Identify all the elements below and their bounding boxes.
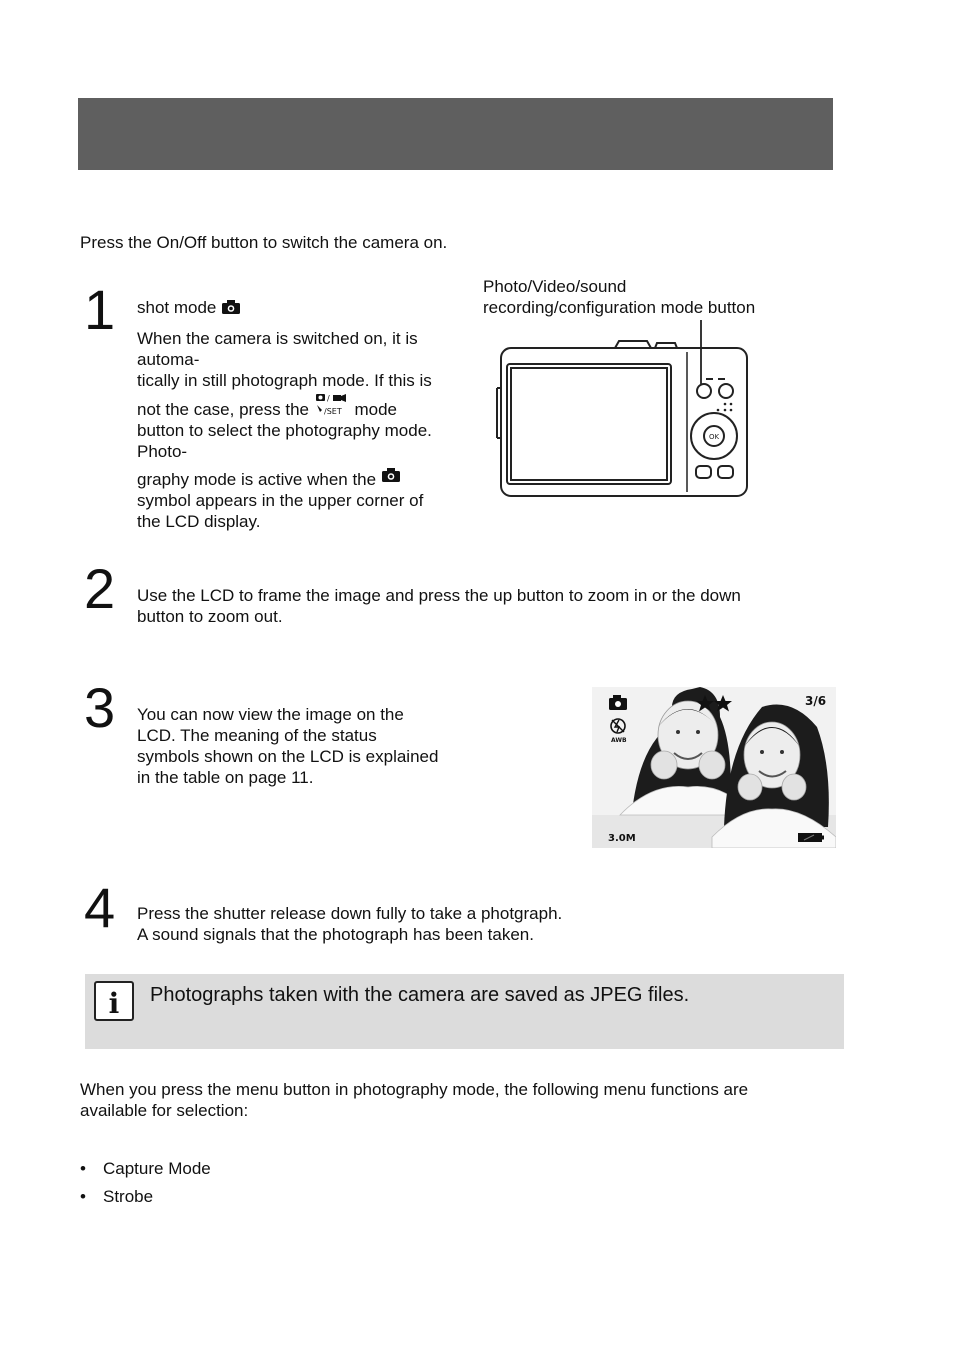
step-1-title: shot mode <box>137 298 217 317</box>
step-number: 4 <box>84 876 116 939</box>
menu-intro <box>80 1079 748 1121</box>
step-4-text <box>137 903 562 945</box>
battery-icon <box>798 833 824 842</box>
step-1-line: symbol appears in the upper corner of <box>137 491 424 510</box>
step-1-line: mode <box>354 400 397 419</box>
mode-button-icon <box>314 393 350 419</box>
lcd-counter: 3/6 <box>805 694 827 708</box>
camera-back-illustration <box>495 318 755 503</box>
svg-text:/: / <box>326 394 330 403</box>
menu-functions-list <box>80 1158 211 1214</box>
menu-intro-line: When you press the menu button in photography mode, the following menu functions are <box>80 1080 749 1099</box>
menu-intro-line: available for selection: <box>80 1101 249 1120</box>
step-1-line: not the case, press the <box>137 400 309 419</box>
camera-icon <box>221 299 241 315</box>
list-item: • Strobe <box>80 1186 211 1214</box>
step-1-line: the LCD display. <box>137 512 261 531</box>
step-1-line: tically in still photograph mode. If this is <box>137 371 432 390</box>
awb-label: AWB <box>611 737 627 744</box>
step-2-text <box>137 585 741 627</box>
info-icon <box>94 981 134 1021</box>
step-1-line: graphy mode is active when the <box>137 470 377 489</box>
step-3-line: You can now view the image on the <box>137 705 404 724</box>
note-text: Photographs taken with the camera are saved as JPEG files. <box>150 984 690 1006</box>
intro-text: Press the On/Off button to switch the camera on. <box>80 233 448 252</box>
step-2-line: button to zoom out. <box>137 607 283 626</box>
step-3-line: in the table on page 11. <box>137 768 314 787</box>
mode-set-label: /SET <box>323 407 342 416</box>
step-number: 1 <box>84 278 116 341</box>
step-3-line: LCD. The meaning of the status <box>137 726 377 745</box>
section-header-bar <box>78 98 833 170</box>
step-4-line: Press the shutter release down fully to take a photgraph. <box>137 904 563 923</box>
step-2-line: Use the LCD to frame the image and press the up button to zoom in or the down <box>137 586 741 605</box>
camera-figure-label <box>483 276 755 318</box>
step-1-line: When the camera is switched on, it is automa- <box>137 329 418 369</box>
step-number: 3 <box>84 676 116 739</box>
info-glyph: i <box>108 987 120 1019</box>
step-1-text <box>137 297 467 532</box>
step-3-line: symbols shown on the LCD is explained <box>137 747 439 766</box>
step-3-text <box>137 704 438 788</box>
step-4-line: A sound signals that the photograph has been taken. <box>137 925 534 944</box>
label-line: Photo/Video/sound <box>483 277 627 296</box>
list-item: • Capture Mode <box>80 1158 211 1186</box>
step-number: 2 <box>84 557 116 620</box>
lcd-resolution: 3.0M <box>608 833 636 844</box>
camera-icon <box>381 467 401 483</box>
step-1-line: button to select the photography mode. Photo- <box>137 421 432 461</box>
label-line: recording/configuration mode button <box>483 298 756 317</box>
ok-label: OK <box>708 433 720 441</box>
lcd-preview-photo <box>592 687 836 848</box>
